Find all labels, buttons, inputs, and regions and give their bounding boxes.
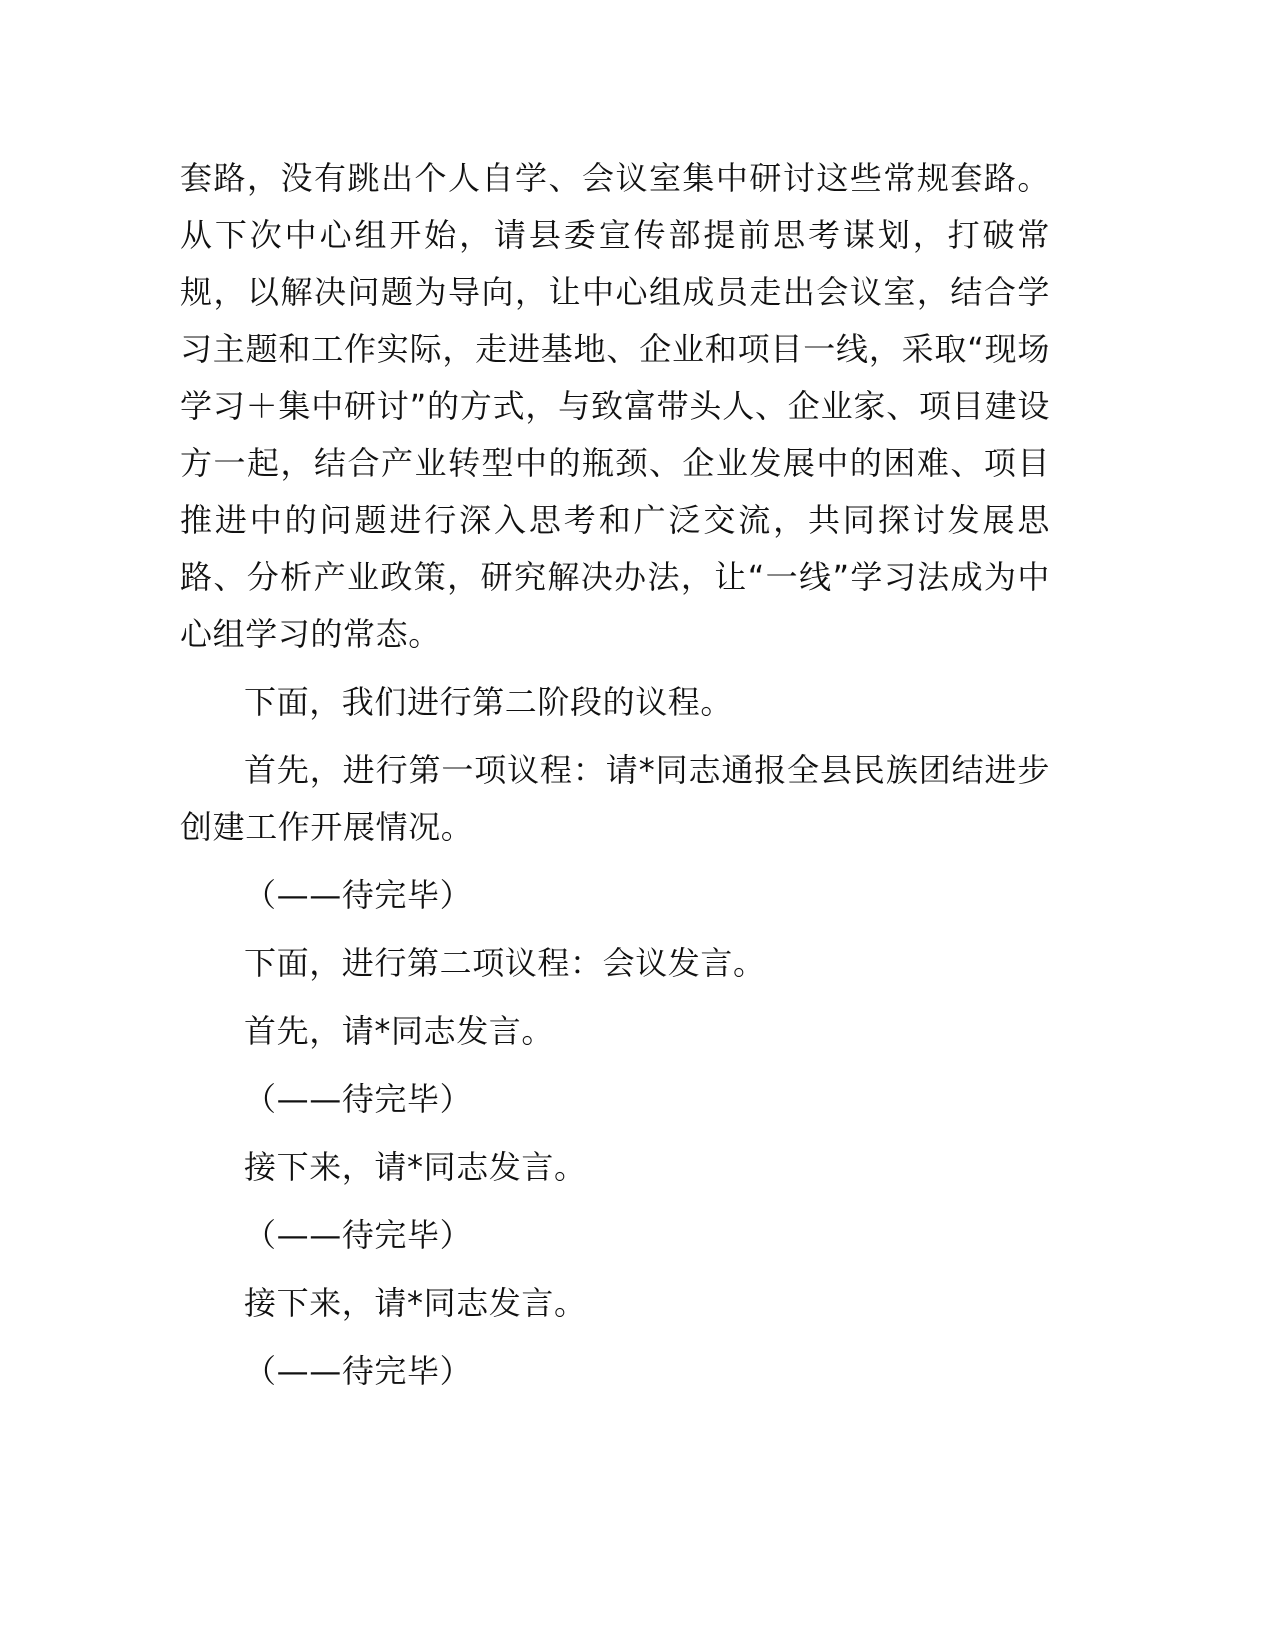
- document-body: [180, 150, 1050, 1400]
- paragraph-wait-note: （——待完毕）: [244, 1080, 473, 1118]
- paragraph-speaker: 接下来，请*同志发言。: [244, 1148, 587, 1186]
- paragraph-speaker: 首先，请*同志发言。: [244, 1012, 555, 1050]
- paragraph-wait-note: （——待完毕）: [244, 1216, 473, 1254]
- paragraph-agenda-item-two: 下面，进行第二项议程：会议发言。: [244, 944, 766, 982]
- paragraph-agenda-stage-two: 下面，我们进行第二阶段的议程。: [244, 683, 734, 721]
- paragraph-speaker: 接下来，请*同志发言。: [244, 1284, 587, 1322]
- paragraph-agenda-item-one: 首先，进行第一项议程：请*同志通报全县民族团结进步创建工作开展情况。: [180, 751, 1050, 846]
- paragraph-wait-note: （——待完毕）: [244, 876, 473, 914]
- paragraph-wait-note: （——待完毕）: [244, 1352, 473, 1390]
- paragraph-continued: 套路，没有跳出个人自学、会议室集中研讨这些常规套路。从下次中心组开始，请县委宣传部提前思考谋划，打破常规，以解决问题为导向，让中心组成员走出会议室，结合学习主题和工作实际，走进基地、企业和项目一线，采取“现场学习＋集中研讨”的方式，与致富带头人、企业家、项目建设方一起，结合产业转型中的瓶颈、企业发展中的困难、项目推进中的问题进行深入思考和广泛交流，共同探讨发展思路、分析产业政策，研究解决办法，让“一线”学习法成为中心组学习的常态。: [180, 159, 1050, 653]
